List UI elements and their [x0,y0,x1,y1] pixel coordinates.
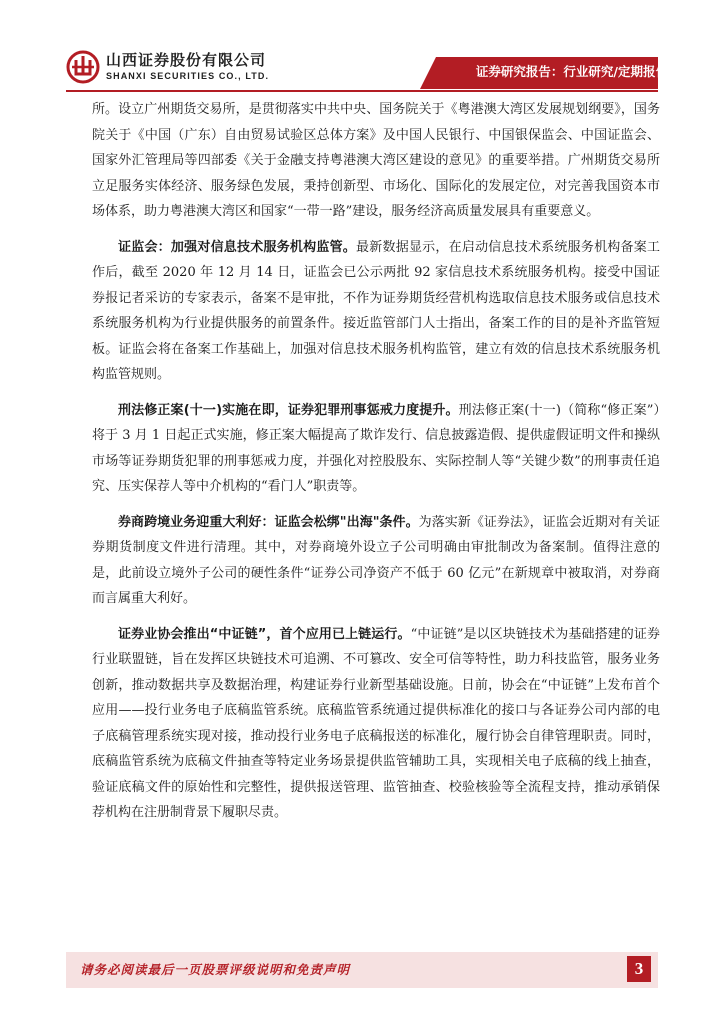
shanxi-securities-logo-icon [66,50,100,84]
paragraph-cross-border-business [92,510,660,612]
paragraph-zhongzheng-chain [92,622,660,826]
paragraph-text: 刑法修正案(十一)（简称“修正案”）将于 3 月 1 日起正式实施，修正案大幅提高了欺诈发行、信息披露造假、提供虚假证明文件和操纵市场等证券期货犯罪的刑事惩戒力度，并强化对控股股东、实际控制人等“关键少数”的刑事责任追究、压实保荐人等中介机构的“看门人”职责等。 [92,402,660,494]
paragraph-criminal-law-amendment [92,398,660,500]
page-number: 3 [634,959,644,978]
page-header [0,0,724,100]
paragraph-text: 所。设立广州期货交易所，是贯彻落实中共中央、国务院关于《粤港澳大湾区发展规划纲要》，国务院关于《中国（广东）自由贸易试验区总体方案》及中国人民银行、中国银保监会、中国证监会、国家外汇管理局等四部委《关于金融支持粤港澳大湾区建设的意见》的重要举措。广州期货交易所立足服务实体经济、服务绿色发展，秉持创新型、市场化、国际化的发展定位，对完善我国资本市场体系，助力粤港澳大湾区和国家“一带一路”建设，服务经济高质量发展具有重要意义。 [92,102,660,219]
page-number-box [627,956,651,982]
paragraph-lead: 证监会：加强对信息技术服务机构监管。 [118,239,357,255]
header-divider [66,90,658,92]
company-name-en: SHANXI SECURITIES CO., LTD. [106,71,270,81]
paragraph-csrc-it-supervision [92,235,660,388]
report-type-label: 证券研究报告：行业研究/定期报告 [475,64,668,79]
disclaimer-notice: 请务必阅读最后一页股票评级说明和免责声明 [80,962,351,977]
paragraph-text: “中证链”是以区块链技术为基础搭建的证券行业联盟链，旨在发挥区块链技术可追溯、不可篡改、安全可信等特性，助力科技监管，服务业务创新，推动数据共享及数据治理，构建证券行业新型基础设施。日前，协会在“中证链”上发布首个应用——投行业务电子底稿监管系统。底稿监管系统通过提供标准化的接口与各证券公司内部的电子底稿管理系统实现对接，推动投行业务电子底稿报送的标准化，履行协会自律管理职责。同时，底稿监管系统为底稿文件抽查等特定业务场景提供监管辅助工具，实现相关电子底稿的线上抽查，验证底稿文件的原始性和完整性，提供报送管理、监管抽查、校验核验等全流程支持，推动承销保荐机构在注册制背景下履职尽责。 [92,626,661,820]
paragraph-guangzhou-futures [92,97,660,225]
company-name-block [106,52,269,83]
paragraph-text: 为落实新《证券法》，证监会近期对有关证券期货制度文件进行清理。其中，对券商境外设立子公司明确由审批制改为备案制。值得注意的是，此前设立境外子公司的硬性条件“证券公司净资产不低于 60 亿元”在新规章中被取消，对券商而言属重大利好。 [92,514,660,606]
paragraph-text: 最新数据显示，在启动信息技术系统服务机构备案工作后，截至 2020 年 12 月 14 日，证监会已公示两批 92 家信息技术系统服务机构。接受中国证券报记者采访的专家表示，备案不是审批，不作为证券期货经营机构选取信息技术服务或信息技术系统服务机构为行业提供服务的前置条件。接近监管部门人士指出，备案工作的目的是补齐监管短板。证监会将在备案工作基础上，加强对信息技术服务机构监管，建立有效的信息技术系统服务机构监管规则。 [92,239,660,382]
page-footer [0,952,724,992]
paragraph-lead: 券商跨境业务迎重大利好：证监会松绑"出海"条件。 [118,514,419,530]
company-name-cn: 山西证券股份有限公司 [106,51,267,69]
report-body [92,97,660,826]
paragraph-lead: 刑法修正案(十一)实施在即，证券犯罪刑事惩戒力度提升。 [118,402,459,418]
paragraph-lead: 证券业协会推出“中证链”，首个应用已上链运行。 [118,626,411,642]
